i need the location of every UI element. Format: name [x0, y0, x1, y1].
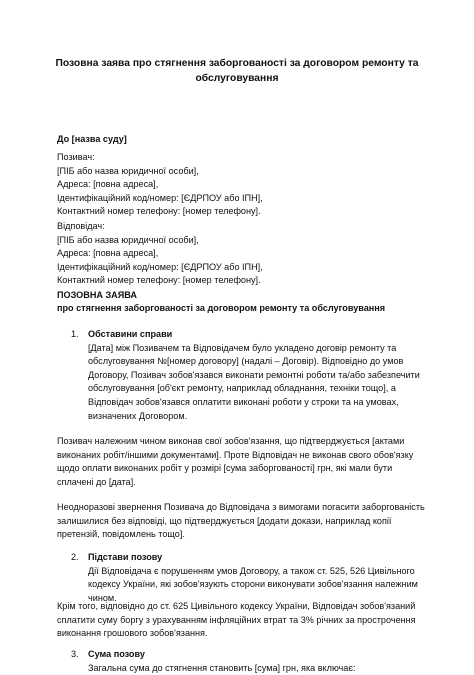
plaintiff-line: Контактний номер телефону: [номер телефону].: [57, 206, 261, 217]
court-line: До [назва суду]: [57, 134, 127, 144]
section-line: обслуговування [об'єкт ремонту, наприклад обладнання, техніки тощо], а: [88, 383, 396, 394]
plaintiff-heading: Позивач:: [57, 152, 95, 162]
defendant-line: [ПІБ або назва юридичної особи],: [57, 234, 199, 245]
section-3: [88, 648, 428, 675]
section-number: 3.: [71, 649, 79, 659]
section-line: Договору, Позивач зобов'язався виконати ремонтні роботи та/або забезпечити: [88, 369, 420, 380]
defendant-heading: Відповідач:: [57, 221, 105, 231]
paragraph-interest: [57, 600, 427, 641]
defendant-line: Контактний номер телефону: [номер телефону].: [57, 275, 261, 286]
paragraph-line: сплатити суму боргу з урахуванням інфляційних втрат та 3% річних за прострочення: [57, 614, 416, 625]
defendant-line: Адреса: [повна адреса],: [57, 248, 159, 259]
plaintiff-line: Ідентифікаційний код/номер: [ЄДРПОУ або ІПН],: [57, 192, 263, 203]
section-title: Підстави позову: [88, 552, 163, 562]
section-2: [88, 551, 428, 605]
section-number: 2.: [71, 552, 79, 562]
paragraph-line: Позивач належним чином виконав свої зобов'язання, що підтверджується [актами: [57, 436, 405, 446]
claim-subheading: про стягнення заборгованості за договором ремонту та обслуговування: [57, 303, 386, 313]
paragraph-line: щодо оплати виконаних робіт у розмірі [сума заборгованості] грн, які мали бути: [57, 463, 393, 474]
paragraph-line: претензій, повідомлень тощо].: [57, 529, 185, 540]
paragraph-line: Неодноразові звернення Позивача до Відповідача з вимогами погасити заборгованість: [57, 502, 425, 512]
paragraph-line: виконаних робіт/іншими документами]. Проте Відповідач не виконав свого обов'язку: [57, 449, 414, 460]
paragraph-line: Крім того, відповідно до ст. 625 Цивільного кодексу України, Відповідач зобов'язаний: [57, 601, 416, 611]
section-line: кодексу України, які зобов'язують сторони виконувати зобов'язання належним: [88, 579, 418, 590]
section-1: [88, 328, 428, 423]
section-number: 1.: [71, 329, 79, 339]
document-title: [40, 56, 434, 86]
plaintiff-block-lines: [57, 151, 427, 219]
section-line: [Дата] між Позивачем та Відповідачем було укладено договір ремонту та: [88, 342, 397, 353]
defendant-line: Ідентифікаційний код/номер: [ЄДРПОУ або ІПН],: [57, 261, 263, 272]
paragraph-line: залишилися без відповіді, що підтверджується [додати докази, наприклад копії: [57, 515, 392, 526]
plaintiff-line: Адреса: [повна адреса],: [57, 179, 159, 190]
paragraph-line: сплачені до [дата].: [57, 476, 136, 487]
section-line: Загальна сума до стягнення становить [сума] грн, яка включає:: [88, 662, 356, 673]
title-line-1: Позовна заява про стягнення заборгованості за договором ремонту та: [55, 58, 419, 69]
section-line: Дії Відповідача є порушенням умов Договору, а також ст. 525, 526 Цивільного: [88, 565, 415, 576]
claim-heading: ПОЗОВНА ЗАЯВА: [57, 290, 137, 300]
plaintiff-line: [ПІБ або назва юридичної особи],: [57, 165, 199, 176]
title-line-2: обслуговування: [195, 73, 279, 84]
section-title: Обставини справи: [88, 329, 173, 339]
section-line: Відповідач зобов'язався оплатити виконані роботи у строки та на умовах,: [88, 396, 399, 407]
section-line: чином.: [88, 592, 117, 603]
section-line: обслуговування №[номер договору] (надалі – Договір). Відповідно до умов: [88, 356, 404, 367]
defendant-block: [57, 220, 427, 288]
paragraph-line: виконання грошового зобов'язання.: [57, 628, 208, 639]
paragraph-appeals: [57, 501, 427, 542]
paragraph-performance: [57, 435, 427, 489]
section-title: Сума позову: [88, 649, 145, 659]
section-line: визначених Договором.: [88, 410, 188, 421]
